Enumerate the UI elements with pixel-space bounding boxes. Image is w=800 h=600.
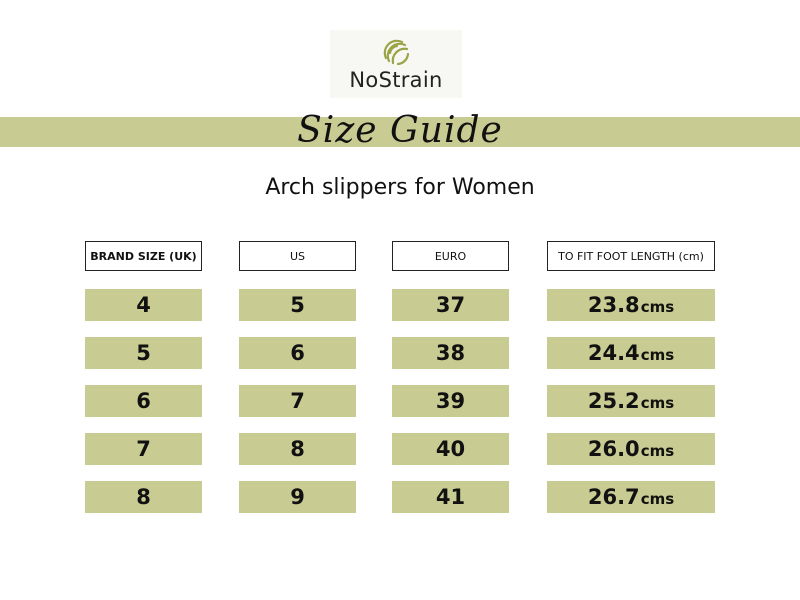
table-cell-euro: 41 [392,481,509,513]
table-cell-uk: 6 [85,385,202,417]
length-value: 26.7 [587,485,640,509]
table-cell-us: 6 [239,337,356,369]
length-value: 24.4 [587,341,640,365]
length-unit: cms [640,345,675,364]
table-cell-length [547,481,715,513]
brand-name: NoStrain [349,68,443,92]
length-unit: cms [640,297,675,316]
table-cell-length [547,433,715,465]
length-value: 26.0 [587,437,640,461]
header-foot-length: TO FIT FOOT LENGTH (cm) [547,241,715,271]
length-value: 23.8 [587,293,640,317]
table-cell-euro: 38 [392,337,509,369]
header-brand-size: BRAND SIZE (UK) [85,241,202,271]
table-cell-us: 7 [239,385,356,417]
page-subtitle: Arch slippers for Women [265,175,535,200]
length-unit: cms [640,393,675,412]
table-cell-uk: 8 [85,481,202,513]
header-euro: EURO [392,241,509,271]
table-cell-length [547,337,715,369]
table-cell-euro: 39 [392,385,509,417]
table-cell-length [547,385,715,417]
table-cell-uk: 4 [85,289,202,321]
page-title: Size Guide [297,110,503,151]
table-cell-length [547,289,715,321]
brand-logo [330,30,462,98]
table-cell-euro: 40 [392,433,509,465]
header-us: US [239,241,356,271]
length-unit: cms [640,441,675,460]
table-cell-us: 5 [239,289,356,321]
length-unit: cms [640,489,675,508]
table-cell-us: 9 [239,481,356,513]
table-cell-uk: 7 [85,433,202,465]
table-cell-uk: 5 [85,337,202,369]
table-cell-us: 8 [239,433,356,465]
length-value: 25.2 [587,389,640,413]
table-cell-euro: 37 [392,289,509,321]
fingerprint-leaf-icon [380,36,412,68]
